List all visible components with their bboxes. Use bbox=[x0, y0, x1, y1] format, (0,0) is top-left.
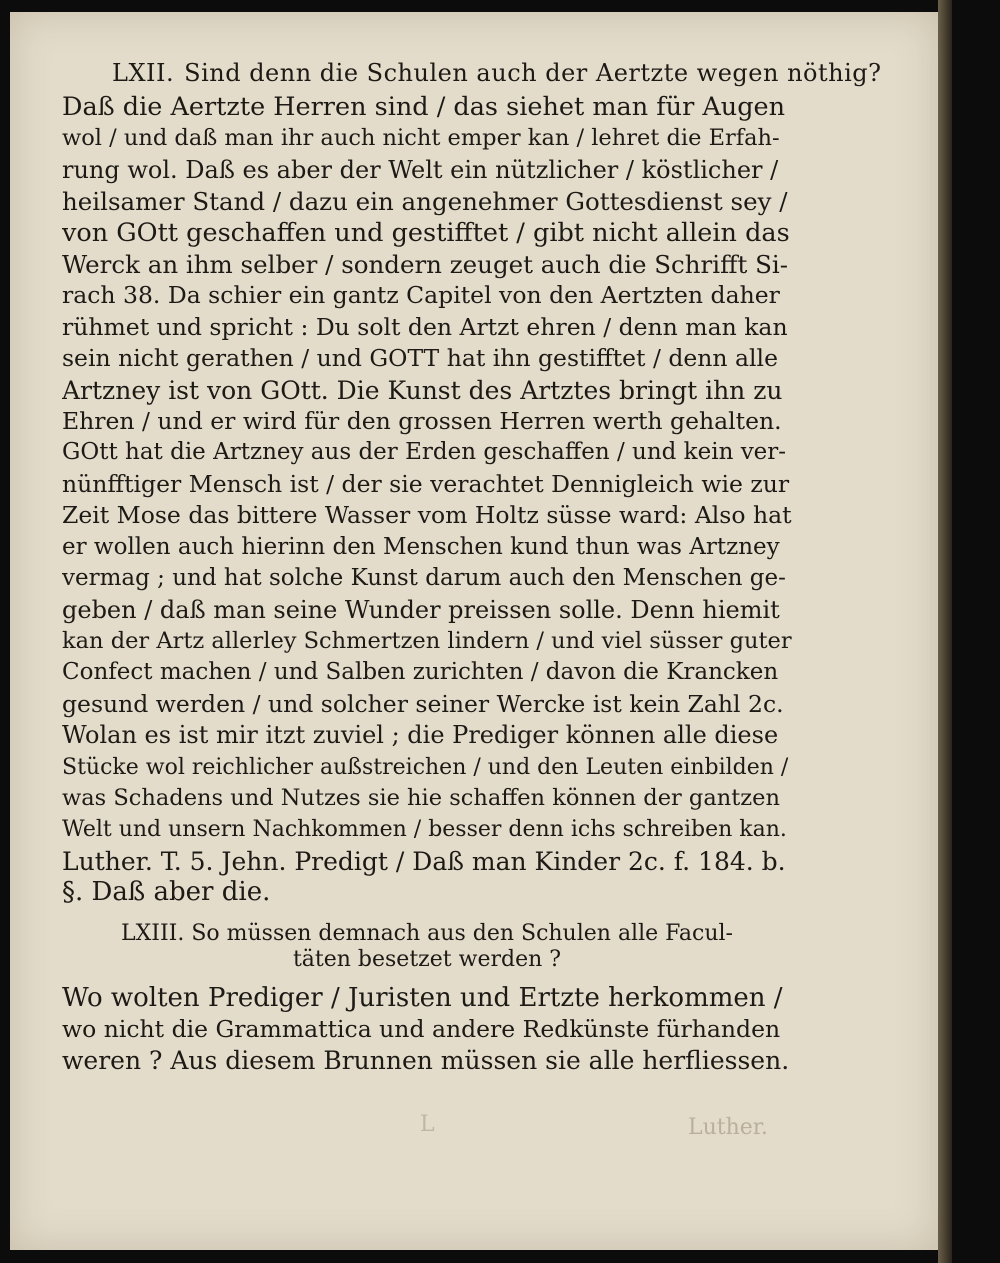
text-line: Wolan es ist mir itzt zuviel ; die Prediger können alle diese bbox=[62, 721, 779, 750]
text-line: nünfftiger Mensch ist / der sie verachtet Dennigleich wie zur bbox=[62, 469, 790, 498]
text-line: wo nicht die Grammattica und andere Redkünste fürhanden bbox=[62, 1014, 781, 1043]
page-text bbox=[62, 58, 882, 1077]
text-line: Werck an ihm selber / sondern zeuget auch die Schrifft Si- bbox=[62, 250, 789, 280]
section-number: LXII. bbox=[112, 59, 175, 87]
text-line: Confect machen / und Salben zurichten / davon die Krancken bbox=[62, 659, 779, 686]
text-line: Ehren / und er wird für den grossen Herren werth gehalten. bbox=[62, 407, 782, 436]
text-line: rühmet und spricht : Du solt den Artzt ehren / denn man kan bbox=[62, 312, 788, 341]
text-line: Stücke wol reichlicher außstreichen / und den Leuten einbilden / bbox=[62, 754, 789, 780]
text-line: rung wol. Daß es aber der Welt ein nützlicher / köstlicher / bbox=[62, 155, 779, 184]
text-line: er wollen auch hierinn den Menschen kund thun was Artzney bbox=[62, 533, 780, 560]
section-heading-lxiii bbox=[62, 921, 792, 973]
catchword: Luther. bbox=[688, 1115, 768, 1140]
text-line: sein nicht gerathen / und GOTT hat ihn gestifftet / denn alle bbox=[62, 344, 778, 373]
text-line: wol / und daß man ihr auch nicht emper kan / lehret die Erfah- bbox=[62, 125, 780, 152]
heading-line: LXIII. So müssen demnach aus den Schulen alle Facul- bbox=[121, 920, 733, 946]
text-line: von GOtt geschaffen und gestifftet / gibt nicht allein das bbox=[62, 217, 790, 248]
text-line: was Schadens und Nutzes sie hie schaffen können der gantzen bbox=[62, 784, 780, 811]
text-line: vermag ; und hat solche Kunst darum auch den Menschen ge- bbox=[62, 565, 786, 592]
text-line: kan der Artz allerley Schmertzen lindern / und viel süsser guter bbox=[62, 627, 792, 654]
section-title: Sind denn die Schulen auch der Aertzte wegen nöthig? bbox=[184, 59, 882, 87]
page-edge bbox=[938, 0, 952, 1263]
text-line: Luther. T. 5. Jehn. Predigt / Daß man Kinder 2c. f. 184. b. bbox=[62, 846, 786, 876]
text-line: heilsamer Stand / dazu ein angenehmer Gottesdienst sey / bbox=[62, 187, 788, 217]
section-paragraph-lxiii bbox=[62, 983, 792, 1077]
heading-line: täten besetzet werden ? bbox=[292, 946, 562, 972]
text-line: Zeit Mose das bittere Wasser vom Holtz süsse ward: Also hat bbox=[62, 501, 792, 530]
text-line: gesund werden / und solcher seiner Wercke ist kein Zahl 2c. bbox=[62, 689, 784, 718]
text-line: §. Daß aber die. bbox=[62, 877, 271, 908]
section-heading-lxii bbox=[112, 58, 882, 88]
text-line: Daß die Aertzte Herren sind / das siehet man für Augen bbox=[62, 92, 786, 122]
text-line: Artzney ist von GOtt. Die Kunst des Artztes bringt ihn zu bbox=[62, 375, 783, 405]
text-line: weren ? Aus diesem Brunnen müssen sie alle herfliessen. bbox=[62, 1046, 790, 1076]
text-line: Wo wolten Prediger / Juristen und Ertzte herkommen / bbox=[62, 982, 783, 1013]
text-line: GOtt hat die Artzney aus der Erden geschaffen / und kein ver- bbox=[62, 439, 787, 466]
signature-mark: L bbox=[420, 1112, 435, 1137]
section-paragraph-lxii bbox=[62, 92, 792, 909]
text-line: rach 38. Da schier ein gantz Capitel von den Aertzten daher bbox=[62, 281, 780, 310]
text-line: Welt und unsern Nachkommen / besser denn ichs schreiben kan. bbox=[62, 817, 787, 843]
text-line: geben / daß man seine Wunder preissen solle. Denn hiemit bbox=[62, 595, 780, 624]
